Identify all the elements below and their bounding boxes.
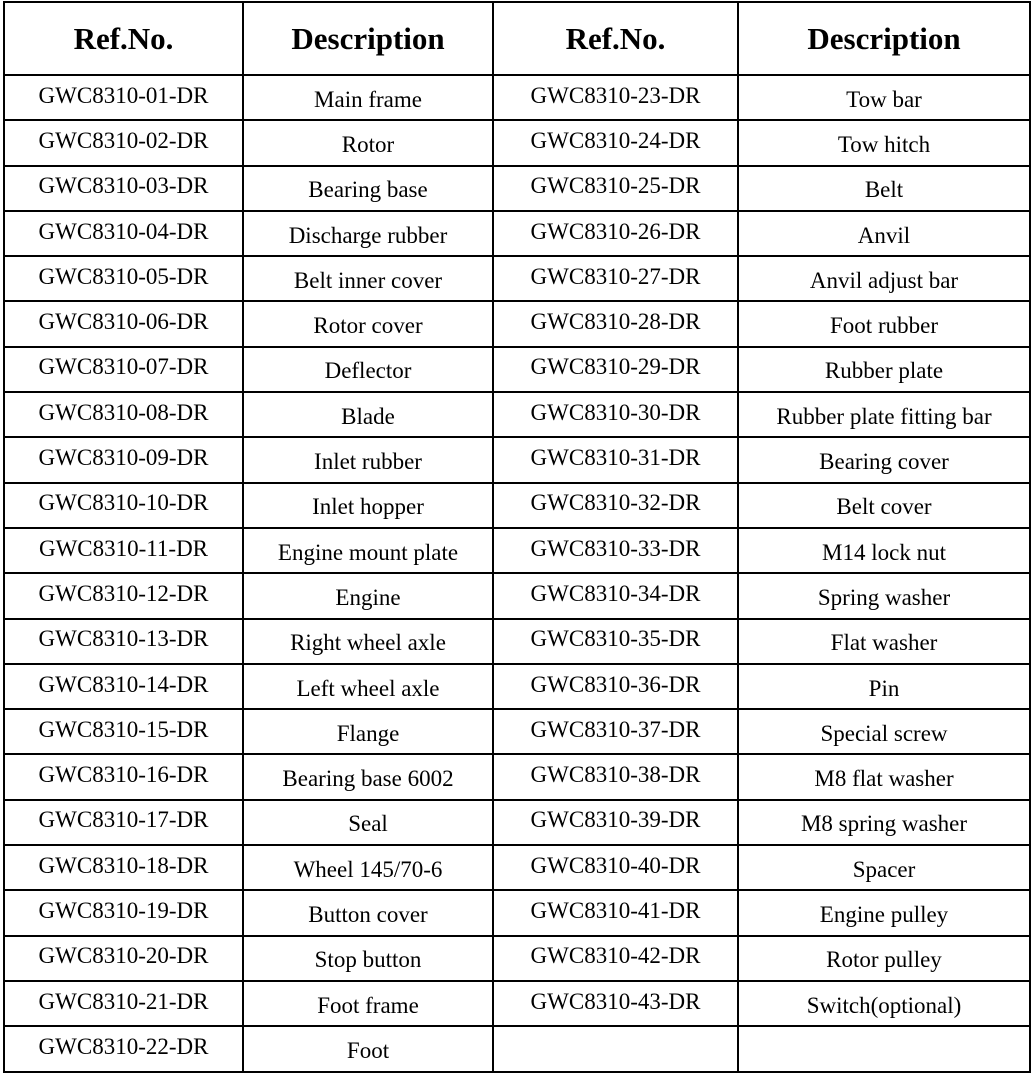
description-cell: Spring washer [738,573,1030,618]
description-cell: Flat washer [738,619,1030,664]
description-cell: Wheel 145/70-6 [243,845,493,890]
description-cell: Tow hitch [738,120,1030,165]
table-row [4,75,1030,120]
description-cell: Rotor pulley [738,936,1030,981]
ref-no-cell: GWC8310-43-DR [493,981,738,1026]
table-row [4,890,1030,935]
description-cell: Belt inner cover [243,256,493,301]
ref-no-cell: GWC8310-03-DR [4,166,243,211]
table-row [4,437,1030,482]
description-cell: Right wheel axle [243,619,493,664]
ref-no-cell: GWC8310-28-DR [493,301,738,346]
ref-no-cell: GWC8310-31-DR [493,437,738,482]
ref-no-cell: GWC8310-12-DR [4,573,243,618]
ref-no-cell: GWC8310-04-DR [4,211,243,256]
table-row [4,392,1030,437]
description-cell: Rotor cover [243,301,493,346]
table-row [4,256,1030,301]
ref-no-cell: GWC8310-07-DR [4,347,243,392]
description-cell: Button cover [243,890,493,935]
ref-no-cell: GWC8310-34-DR [493,573,738,618]
ref-no-cell: GWC8310-22-DR [4,1026,243,1071]
ref-no-cell [493,1026,738,1071]
description-cell: Bearing base [243,166,493,211]
ref-no-cell: GWC8310-29-DR [493,347,738,392]
description-cell: Main frame [243,75,493,120]
parts-list-table [3,1,1031,1073]
ref-no-cell: GWC8310-25-DR [493,166,738,211]
ref-no-cell: GWC8310-32-DR [493,483,738,528]
ref-no-cell: GWC8310-30-DR [493,392,738,437]
ref-no-cell: GWC8310-40-DR [493,845,738,890]
ref-no-cell: GWC8310-26-DR [493,211,738,256]
ref-no-cell: GWC8310-41-DR [493,890,738,935]
description-cell: Special screw [738,709,1030,754]
ref-no-cell: GWC8310-21-DR [4,981,243,1026]
ref-no-cell: GWC8310-17-DR [4,800,243,845]
ref-no-cell: GWC8310-06-DR [4,301,243,346]
table-row [4,664,1030,709]
header-description-left: Description [243,2,493,75]
ref-no-cell: GWC8310-16-DR [4,754,243,799]
ref-no-cell: GWC8310-11-DR [4,528,243,573]
description-cell: Belt [738,166,1030,211]
description-cell: Rotor [243,120,493,165]
description-cell: Rubber plate fitting bar [738,392,1030,437]
ref-no-cell: GWC8310-09-DR [4,437,243,482]
description-cell: M8 flat washer [738,754,1030,799]
table-row [4,166,1030,211]
ref-no-cell: GWC8310-14-DR [4,664,243,709]
table-row [4,1026,1030,1071]
description-cell: Flange [243,709,493,754]
description-cell: Tow bar [738,75,1030,120]
ref-no-cell: GWC8310-01-DR [4,75,243,120]
description-cell: Foot frame [243,981,493,1026]
ref-no-cell: GWC8310-15-DR [4,709,243,754]
ref-no-cell: GWC8310-05-DR [4,256,243,301]
table-row [4,754,1030,799]
table-row [4,845,1030,890]
ref-no-cell: GWC8310-33-DR [493,528,738,573]
table-row [4,483,1030,528]
description-cell: Seal [243,800,493,845]
description-cell: Anvil adjust bar [738,256,1030,301]
description-cell [738,1026,1030,1071]
description-cell: Belt cover [738,483,1030,528]
description-cell: M14 lock nut [738,528,1030,573]
ref-no-cell: GWC8310-10-DR [4,483,243,528]
table-row [4,709,1030,754]
description-cell: Bearing cover [738,437,1030,482]
description-cell: Discharge rubber [243,211,493,256]
ref-no-cell: GWC8310-13-DR [4,619,243,664]
description-cell: Foot rubber [738,301,1030,346]
ref-no-cell: GWC8310-27-DR [493,256,738,301]
ref-no-cell: GWC8310-02-DR [4,120,243,165]
ref-no-cell: GWC8310-37-DR [493,709,738,754]
ref-no-cell: GWC8310-19-DR [4,890,243,935]
description-cell: M8 spring washer [738,800,1030,845]
table-row [4,120,1030,165]
ref-no-cell: GWC8310-42-DR [493,936,738,981]
ref-no-cell: GWC8310-20-DR [4,936,243,981]
description-cell: Left wheel axle [243,664,493,709]
table-row [4,981,1030,1026]
description-cell: Engine mount plate [243,528,493,573]
header-ref-no-right: Ref.No. [493,2,738,75]
description-cell: Switch(optional) [738,981,1030,1026]
ref-no-cell: GWC8310-24-DR [493,120,738,165]
table-row [4,573,1030,618]
table-row [4,347,1030,392]
ref-no-cell: GWC8310-23-DR [493,75,738,120]
table-row [4,301,1030,346]
table-row [4,800,1030,845]
table-row [4,211,1030,256]
header-row [4,2,1030,75]
ref-no-cell: GWC8310-08-DR [4,392,243,437]
description-cell: Deflector [243,347,493,392]
description-cell: Pin [738,664,1030,709]
ref-no-cell: GWC8310-39-DR [493,800,738,845]
description-cell: Rubber plate [738,347,1030,392]
ref-no-cell: GWC8310-36-DR [493,664,738,709]
ref-no-cell: GWC8310-35-DR [493,619,738,664]
description-cell: Inlet hopper [243,483,493,528]
header-ref-no-left: Ref.No. [4,2,243,75]
description-cell: Engine pulley [738,890,1030,935]
ref-no-cell: GWC8310-38-DR [493,754,738,799]
table-row [4,528,1030,573]
description-cell: Inlet rubber [243,437,493,482]
description-cell: Foot [243,1026,493,1071]
table-row [4,619,1030,664]
description-cell: Blade [243,392,493,437]
table-row [4,936,1030,981]
description-cell: Stop button [243,936,493,981]
header-description-right: Description [738,2,1030,75]
description-cell: Anvil [738,211,1030,256]
description-cell: Engine [243,573,493,618]
ref-no-cell: GWC8310-18-DR [4,845,243,890]
description-cell: Bearing base 6002 [243,754,493,799]
description-cell: Spacer [738,845,1030,890]
